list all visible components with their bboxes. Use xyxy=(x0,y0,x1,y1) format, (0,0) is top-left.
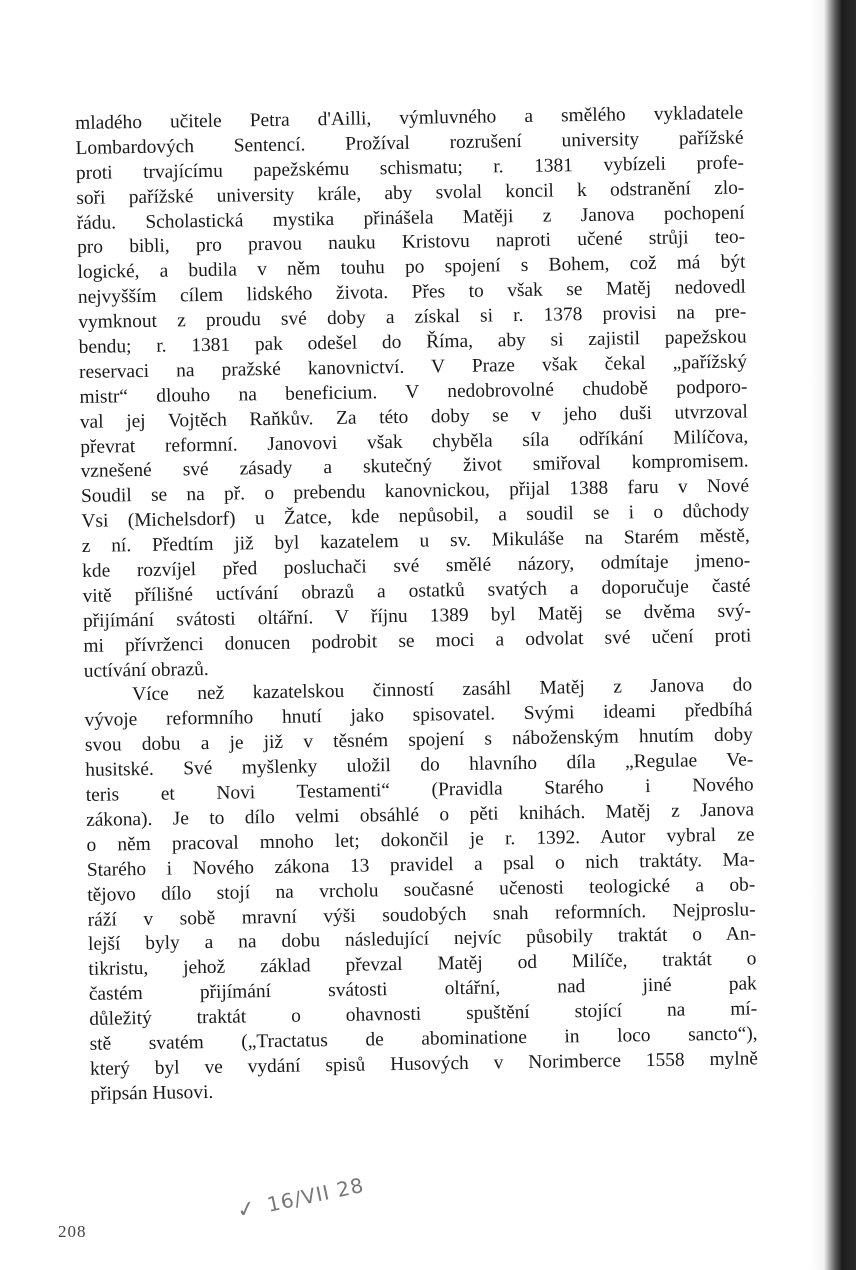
text-line: val jej Vojtěch Raňkův. Za této doby se v jeho duši utvrzoval xyxy=(79,401,748,433)
text-line: Soudil se na př. o prebendu kanovnickou, přijal 1388 faru v Nové xyxy=(80,475,750,508)
text-line: vznešené své zásady a skutečný život smiřoval kompromisem. xyxy=(80,450,749,483)
check-mark-icon: ✓ xyxy=(234,1195,260,1225)
text-line: uctívání obrazů. xyxy=(83,658,209,682)
text-line: zákona). Je to dílo velmi obsáhlé o pěti knihách. Matěj z Janova xyxy=(85,799,755,831)
text-line: mladého učitele Petra d'Ailli, výmluvného a smělého vykladatele xyxy=(75,102,744,134)
text-line: přijímání svátosti oltářní. V říjnu 1389 byl Matěj se dvěma svý- xyxy=(82,600,752,632)
text-line: soři pařížské university krále, aby svolal koncil k odstranění zlo- xyxy=(76,177,745,209)
text-line: Lombardových Sentencí. Prožíval rozrušení university pařížské xyxy=(75,127,744,159)
handwritten-annotation xyxy=(235,1173,367,1224)
text-line: z ní. Předtím již byl kazatelem u sv. Mikuláše na Starém městě, xyxy=(81,525,750,558)
text-line: řádu. Scholastická mystika přinášela Matěji z Janova pochopení xyxy=(76,202,745,234)
text-line: tějovo dílo stojí na vrcholu současné učenosti teologické a ob- xyxy=(87,874,756,906)
text-line: pro bibli, pro pravou nauku Kristovu naproti učené strůji teo- xyxy=(76,226,746,259)
text-line: kde rozvíjel před posluchači své smělé názory, odmítaje jmeno- xyxy=(82,550,751,582)
text-line: mistr“ dlouho na beneficium. V nedobrovolné chudobě podporo- xyxy=(79,376,748,408)
page-text xyxy=(75,102,759,1108)
handwritten-date: 16/VII 28 xyxy=(264,1172,367,1217)
text-line: bendu; r. 1381 pak odešel do Říma, aby si zajistil papežskou xyxy=(78,326,747,358)
text-line: důležitý traktát o ohavnosti spuštění stojící na mí- xyxy=(89,998,758,1030)
text-line: vymknout z proudu své doby a získal si r. 1378 provisi na pre- xyxy=(78,301,747,334)
text-line: teris et Novi Testamenti“ (Pravidla Starého i Nového xyxy=(85,774,754,806)
text-line: husitské. Své myšlenky uložil do hlavního díla „Regulae Ve- xyxy=(85,749,754,782)
text-line: svou dobu a je již v těsném spojení s náboženským hnutím doby xyxy=(84,724,754,757)
text-line: proti trvajícímu papežskému schismatu; r. 1381 vybízeli profe- xyxy=(75,152,745,184)
text-line: reservaci na pražské kanovnictví. V Praze však čekal „pařížský xyxy=(78,351,748,383)
text-line: stě svatém („Tractatus de abominatione in loco sancto“), xyxy=(89,1023,758,1055)
text-line: o něm pracoval mnoho let; dokončil je r. 1392. Autor vybral ze xyxy=(86,824,755,856)
text-line: vývoje reformního hnutí jako spisovatel. Svými ideami předbíhá xyxy=(84,699,753,732)
text-line: lejší byly a na dobu následující nejvíc působily traktát o An- xyxy=(87,923,757,956)
text-line: ráží v sobě mravní výši soudobých snah reformních. Nejproslu- xyxy=(87,898,756,931)
text-line: Starého i Nového zákona 13 pravidel a psal o nich traktáty. Ma- xyxy=(86,849,755,881)
page-number: 208 xyxy=(58,1222,87,1241)
paragraph-start: Více než kazatelskou činností zasáhl Matěj z Janova do xyxy=(132,674,753,706)
text-line: vitě přílišné uctívání obrazů a ostatků svatých a doporučuje časté xyxy=(82,575,751,607)
text-line: připsán Husovi. xyxy=(90,1081,214,1105)
page-edge-shadow xyxy=(810,0,856,1270)
text-line: mi přívrženci donucen podrobit se moci a odvolat své učení proti xyxy=(83,625,752,657)
text-line: častém přijímání svátosti oltářní, nad jiné pak xyxy=(88,973,757,1006)
text-line: Vsi (Michelsdorf) u Žatce, kde nepůsobil, a soudil se i o důchody xyxy=(81,500,750,533)
text-line: tikristu, jehož základ převzal Matěj od Milíče, traktát o xyxy=(88,948,757,981)
text-line: převrat reformní. Janovovi však chyběla síla odříkání Milíčova, xyxy=(80,426,749,458)
text-line: logické, a budila v něm touhu po spojení s Bohem, což má být xyxy=(77,251,746,284)
text-line: nejvyšším cílem lidského života. Přes to však se Matěj nedovedl xyxy=(77,276,746,309)
text-line: který byl ve vydání spisů Husových v Norimberce 1558 mylně xyxy=(89,1048,759,1080)
